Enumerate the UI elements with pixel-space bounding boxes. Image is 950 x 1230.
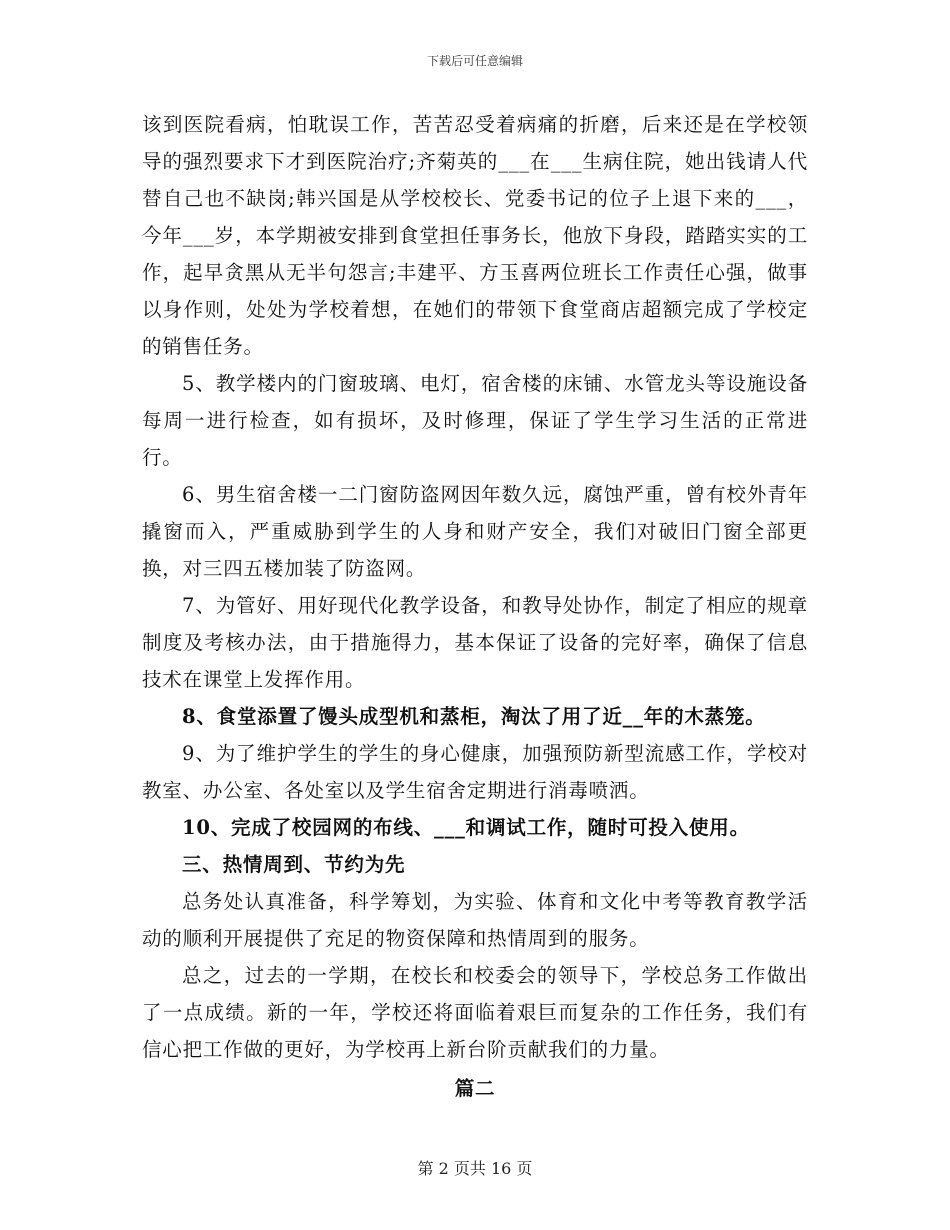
page-footer: 第 2 页共 16 页 <box>417 1159 533 1178</box>
section-heading-3: 三、热情周到、节约为先 <box>182 853 406 876</box>
paragraph-item-9: 9、为了维护学生的学生的身心健康，加强预防新型流感工作，学校对教室、办公室、各处室以及学生宿舍定期进行消毒喷洒。 <box>142 742 808 802</box>
paragraph-item-6: 6、男生宿舍楼一二门窗防盗网因年数久远，腐蚀严重，曾有校外青年撬窗而入，严重威胁到学生的人身和财产安全，我们对破旧门窗全部更换，对三四五楼加装了防盗网。 <box>142 483 808 580</box>
paragraph-item-5: 5、教学楼内的门窗玻璃、电灯，宿舍楼的床铺、水管龙头等设施设备每周一进行检查，如有损坏，及时修理，保证了学生学习生活的正常进行。 <box>142 372 808 469</box>
paragraph-services: 总务处认真准备，科学筹划，为实验、体育和文化中考等教育教学活动的顺利开展提供了充足的物资保障和热情周到的服务。 <box>142 890 808 950</box>
paragraph-item-8: 8、食堂添置了馒头成型机和蒸柜，淘汰了用了近__年的木蒸笼。 <box>182 705 766 728</box>
paragraph-continued: 该到医院看病，怕耽误工作，苦苦忍受着病痛的折磨，后来还是在学校领导的强烈要求下才到医院治疗;齐菊英的___在___生病住院，她出钱请人代替自己也不缺岗;韩兴国是从学校校长、党委书记的位子上退下来的___，今年___岁，本学期被安排到食堂担任事务长，他放下身段，踏踏实实的工作，起早贪黑从无半句怨言;丰建平、方玉喜两位班长工作责任心强，做事以身作则，处处为学校着想，在她们的带领下食堂商店超额完成了学校定的销售任务。 <box>142 113 808 358</box>
document-body <box>142 106 808 1107</box>
page-header: 下载后可任意编辑 <box>426 54 523 68</box>
section-title: 篇二 <box>454 1077 496 1100</box>
paragraph-item-7: 7、为管好、用好现代化教学设备，和教导处协作，制定了相应的规章制度及考核办法，由于措施得力，基本保证了设备的完好率，确保了信息技术在课堂上发挥作用。 <box>142 594 808 691</box>
paragraph-item-10: 10、完成了校园网的布线、___和调试工作，随时可投入使用。 <box>182 816 750 839</box>
paragraph-summary: 总之，过去的一学期，在校长和校委会的领导下，学校总务工作做出了一点成绩。新的一年，学校还将面临着艰巨而复杂的工作任务，我们有信心把工作做的更好，为学校再上新台阶贡献我们的力量。 <box>142 964 808 1061</box>
